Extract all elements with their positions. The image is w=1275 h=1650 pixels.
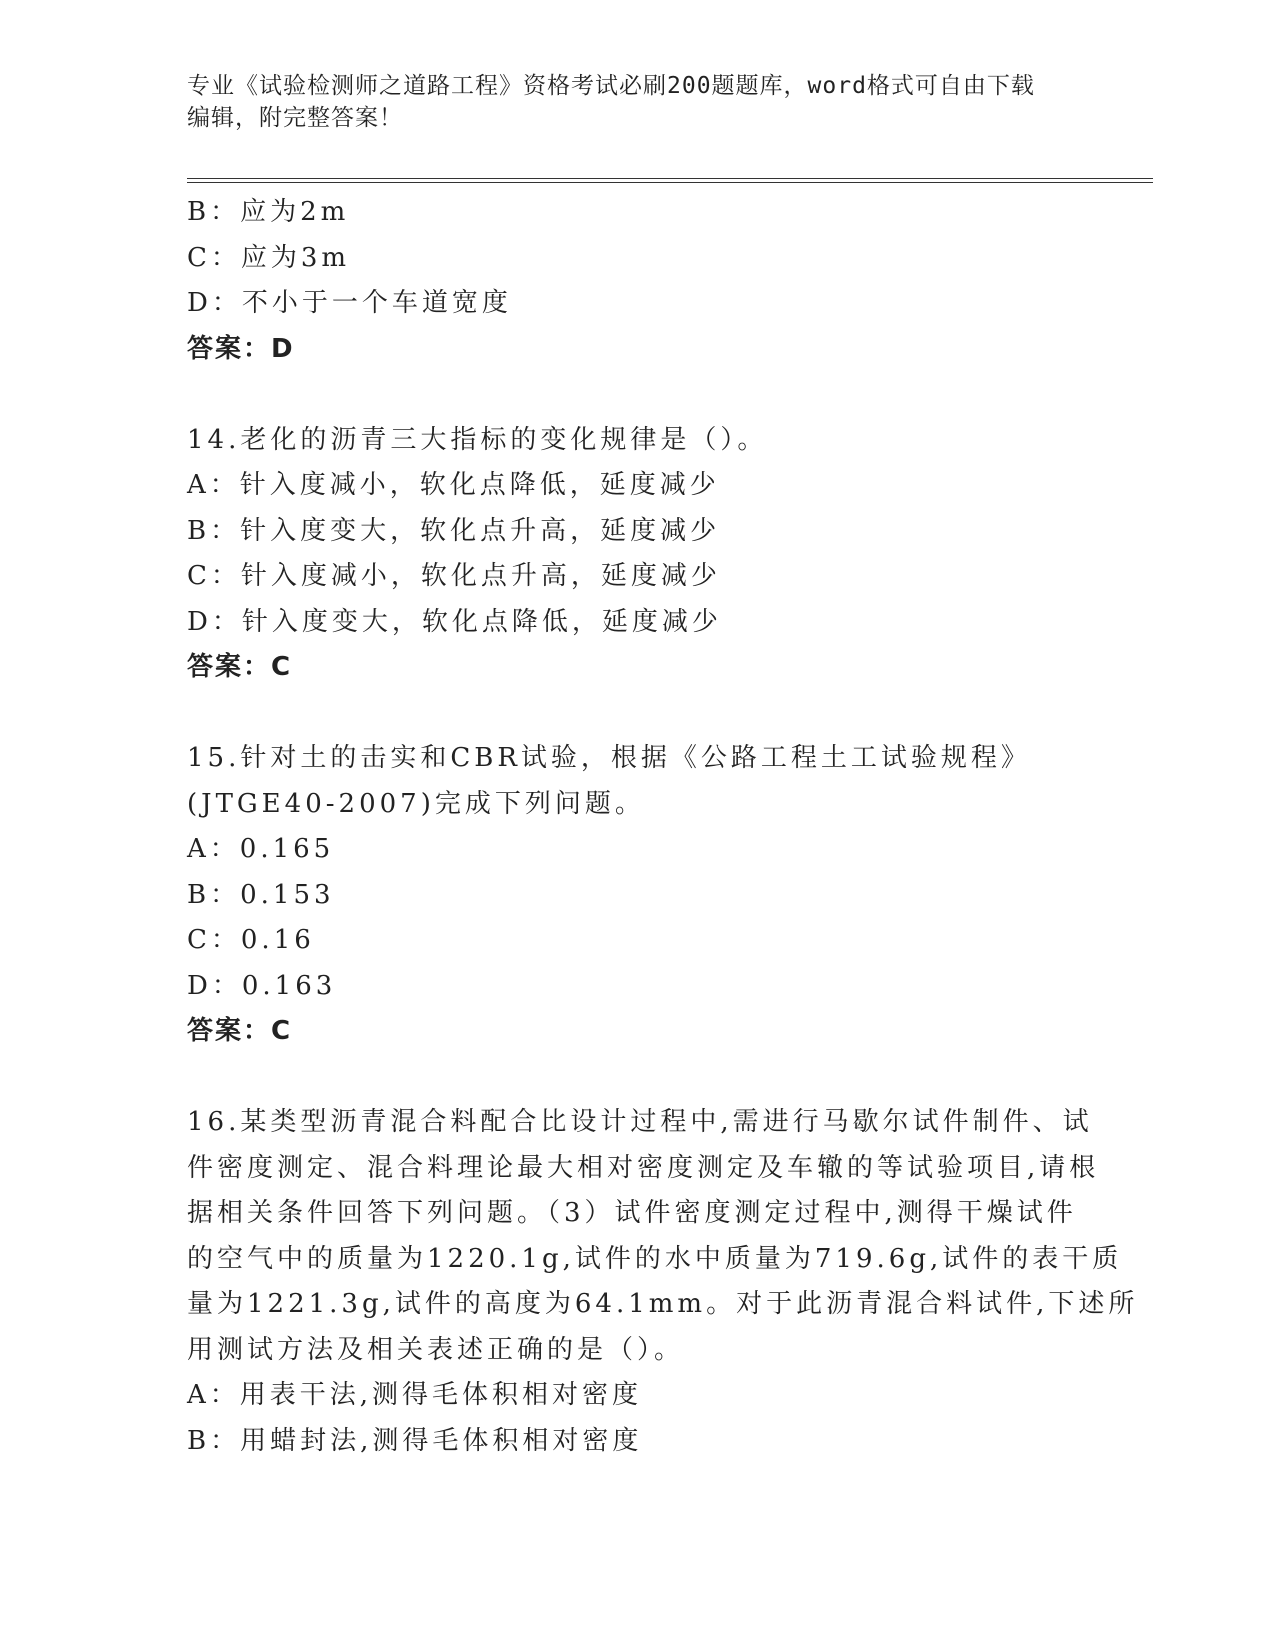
question-15 — [187, 736, 1087, 1055]
option-b: B：针入度变大，软化点升高，延度减少 — [187, 515, 721, 546]
spacer — [187, 1055, 1087, 1101]
option-c: C：针入度减小，软化点升高，延度减少 — [187, 561, 721, 591]
question-text-line-4: 的空气中的质量为1220.1g,试件的水中质量为719.6g,试件的表干质 — [187, 1243, 1123, 1274]
answer: 答案：C — [187, 652, 293, 682]
option-a: A：0.165 — [187, 834, 335, 864]
question-16 — [187, 1100, 1139, 1464]
question-text-line-3: 据相关条件回答下列问题。（3）试件密度测定过程中,测得干燥试件 — [187, 1198, 1077, 1228]
question-text — [187, 1100, 1139, 1373]
answer: 答案：D — [187, 333, 295, 364]
header-line-2: 编辑，附完整答案！ — [187, 105, 403, 131]
question-text-line-2: (JTGE40-2007)完成下列问题。 — [187, 788, 645, 819]
option-d: D：针入度变大，软化点降低，延度减少 — [187, 606, 722, 637]
document-body — [187, 190, 1139, 1464]
header-divider-bottom — [187, 182, 1153, 183]
question-text-line-2: 件密度测定、混合料理论最大相对密度测定及车辙的等试验项目,请根 — [187, 1152, 1100, 1183]
option-a: A：用表干法,测得毛体积相对密度 — [187, 1380, 643, 1410]
option-b: B：用蜡封法,测得毛体积相对密度 — [187, 1425, 643, 1456]
question-text-line-1: 15.针对土的击实和CBR试验，根据《公路工程土工试验规程》 — [187, 743, 1031, 773]
answer: 答案：C — [187, 1016, 293, 1046]
question-14 — [187, 418, 1087, 691]
option-d: D：不小于一个车道宽度 — [187, 288, 512, 318]
option-a: A：针入度减小，软化点降低，延度减少 — [187, 470, 720, 500]
spacer — [187, 372, 1087, 418]
question-text-line-6: 用测试方法及相关表述正确的是（）。 — [187, 1334, 685, 1365]
option-b: B：0.153 — [187, 879, 335, 910]
header-divider-top — [187, 178, 1153, 179]
document-header — [187, 70, 1067, 134]
question-text-line-5: 量为1221.3g,试件的高度为64.1mm。对于此沥青混合料试件,下述所 — [187, 1289, 1139, 1319]
spacer — [187, 691, 1087, 737]
option-d: D：0.163 — [187, 970, 337, 1001]
option-c: C：0.16 — [187, 925, 315, 955]
question-text-line-1: 16.某类型沥青混合料配合比设计过程中,需进行马歇尔试件制件、试 — [187, 1107, 1093, 1137]
question-13-tail — [187, 190, 1087, 372]
question-text: 14.老化的沥青三大指标的变化规律是（）。 — [187, 424, 768, 455]
header-line-1: 专业《试验检测师之道路工程》资格考试必刷200题题库，word格式可自由下载 — [187, 73, 1035, 99]
option-c: C：应为3m — [187, 242, 351, 273]
option-b: B：应为2m — [187, 197, 350, 227]
